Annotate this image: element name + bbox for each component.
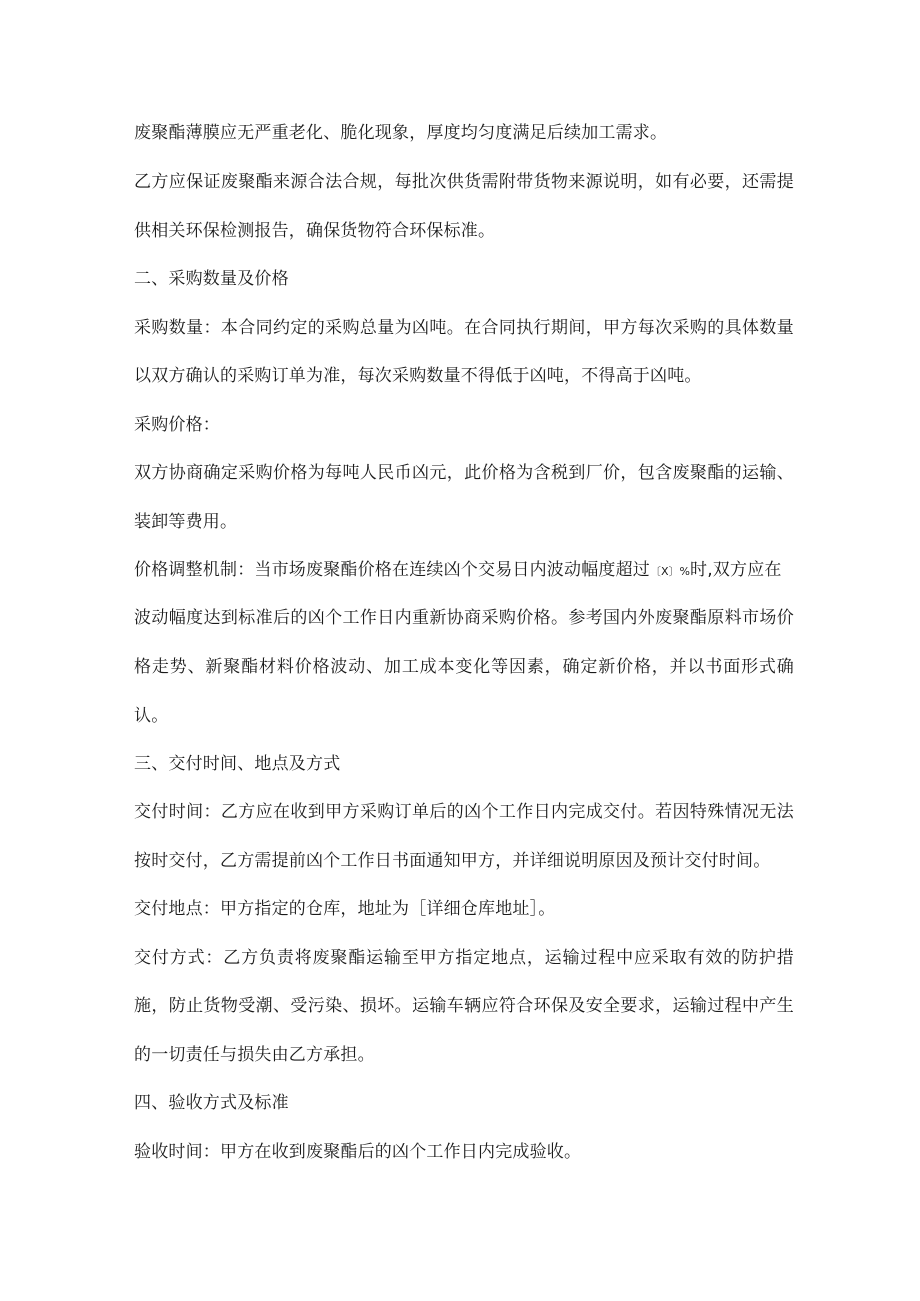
paragraph-source-line-2: 供相关环保检测报告，确保货物符合环保标准。: [134, 221, 496, 241]
adjustment-text-end: 时,双方应在: [690, 560, 782, 580]
paragraph-source-line-1: 乙方应保证废聚酯来源合法合规，每批次供货需附带货物来源说明，如有必要，还需提: [134, 172, 794, 192]
paragraph-delivery-method-line-2: 施，防止货物受潮、受污染、损坏。运输车辆应符合环保及安全要求，运输过程中产生: [134, 996, 794, 1016]
paragraph-price-line-1: 双方协商确定采购价格为每吨人民币凶元，此价格为含税到厂价，包含废聚酯的运输、: [134, 463, 794, 483]
adjustment-text-start: 价格调整机制：当市场废聚酯价格在连续凶个交易日内波动幅度超过: [134, 560, 650, 580]
section-heading-acceptance: 四、验收方式及标准: [134, 1093, 289, 1113]
paragraph-adjustment-line-2: 波动幅度达到标准后的凶个工作日内重新协商采购价格。参考国内外废聚酯原料市场价: [134, 608, 794, 628]
paragraph-delivery-time-line-1: 交付时间：乙方应在收到甲方采购订单后的凶个工作日内完成交付。若因特殊情况无法: [134, 802, 794, 822]
paragraph-quantity-line-2: 以双方确认的采购订单为准，每次采购数量不得低于凶吨，不得高于凶吨。: [134, 366, 702, 386]
section-heading-delivery: 三、交付时间、地点及方式: [134, 754, 341, 774]
paragraph-adjustment-line-1: [134, 560, 794, 582]
percent-placeholder: 〔X〕%: [650, 565, 690, 578]
paragraph-price-line-2: 装卸等费用。: [134, 512, 238, 532]
label-purchase-price: 采购价格：: [134, 415, 220, 435]
paragraph-delivery-method-line-1: 交付方式：乙方负责将废聚酯运输至甲方指定地点，运输过程中应采取有效的防护措: [134, 948, 794, 968]
paragraph-quantity-line-1: 采购数量：本合同约定的采购总量为凶吨。在合同执行期间，甲方每次采购的具体数量: [134, 318, 794, 338]
section-heading-quantity-price: 二、采购数量及价格: [134, 269, 289, 289]
paragraph-delivery-method-line-3: 的一切责任与损失由乙方承担。: [134, 1045, 375, 1065]
paragraph-adjustment-line-4: 认。: [134, 706, 169, 726]
paragraph-film-quality: 废聚酯薄膜应无严重老化、脆化现象，厚度均匀度满足后续加工需求。: [134, 123, 668, 143]
paragraph-delivery-place: 交付地点：甲方指定的仓库，地址为［详细仓库地址］。: [134, 899, 556, 919]
paragraph-acceptance-time: 验收时间：甲方在收到废聚酯后的凶个工作日内完成验收。: [134, 1142, 582, 1162]
paragraph-adjustment-line-3: 格走势、新聚酯材料价格波动、加工成本变化等因素，确定新价格，并以书面形式确: [134, 657, 794, 677]
paragraph-delivery-time-line-2: 按时交付，乙方需提前凶个工作日书面通知甲方，并详细说明原因及预计交付时间。: [134, 851, 771, 871]
